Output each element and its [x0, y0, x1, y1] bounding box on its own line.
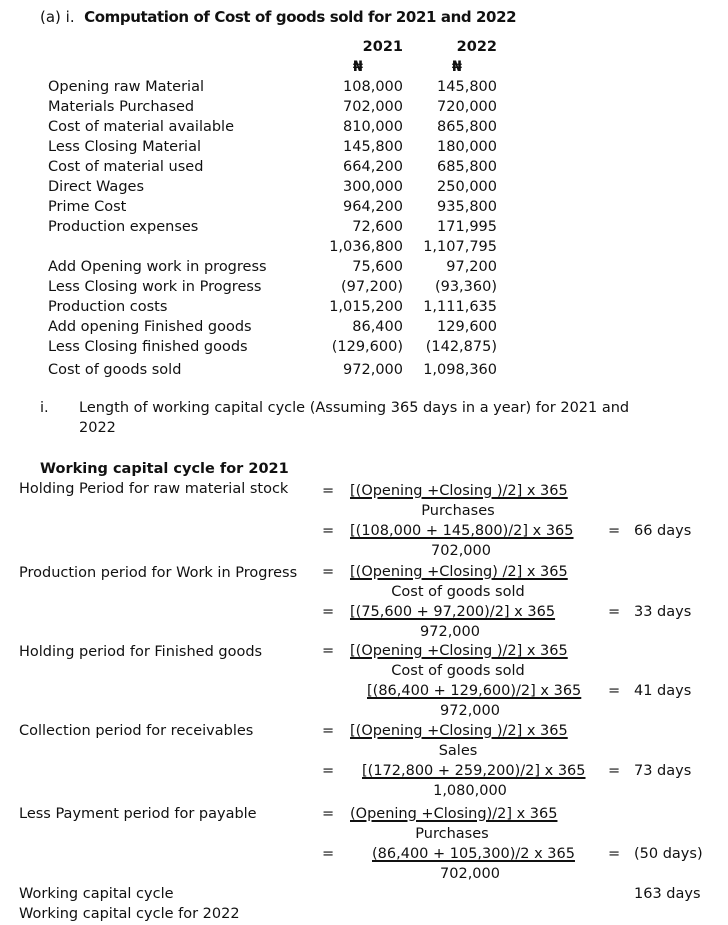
value-2021: 1,015,200: [329, 299, 403, 315]
equals-sign: =: [322, 643, 335, 659]
wcc-total-value: 163 days: [634, 886, 701, 902]
value-2022: (93,360): [434, 279, 497, 295]
value-2021: (97,200): [340, 279, 403, 295]
value-2022: 171,995: [437, 219, 497, 235]
calc-numerator: (86,400 + 105,300)/2 x 365: [372, 846, 575, 862]
value-2021: 1,036,800: [329, 239, 403, 255]
currency-symbol-2022: ₦: [451, 59, 462, 75]
calc-denominator: 702,000: [431, 543, 491, 559]
value-2021: (129,600): [331, 339, 403, 355]
row-label: Prime Cost: [48, 199, 127, 215]
wcc-item-result: (50 days): [634, 846, 703, 862]
formula-denominator: Cost of goods sold: [391, 584, 525, 600]
value-2021: 75,600: [352, 259, 403, 275]
value-2021: 972,000: [343, 362, 403, 378]
value-2022: 720,000: [437, 99, 497, 115]
calc-denominator: 972,000: [440, 703, 500, 719]
currency-symbol-2021: ₦: [352, 59, 363, 75]
equals-sign: =: [322, 604, 335, 620]
calc-numerator: [(172,800 + 259,200)/2] x 365: [362, 763, 586, 779]
formula-numerator: [(Opening +Closing )/2] x 365: [350, 643, 568, 659]
row-label: Add opening Finished goods: [48, 319, 252, 335]
row-label: Less Closing work in Progress: [48, 279, 262, 295]
column-header-2021: 2021: [362, 39, 403, 55]
row-label: Production expenses: [48, 219, 199, 235]
equals-sign: =: [322, 564, 335, 580]
wcc-item-result: 66 days: [634, 523, 692, 539]
formula-denominator: Cost of goods sold: [391, 663, 525, 679]
wcc-2022-heading: Working capital cycle for 2022: [19, 906, 240, 922]
value-2022: 97,200: [446, 259, 497, 275]
equals-sign: =: [322, 723, 335, 739]
wcc-item-label: Collection period for receivables: [19, 723, 254, 739]
column-header-2022: 2022: [456, 39, 497, 55]
value-2021: 964,200: [343, 199, 403, 215]
subquestion-line1: Length of working capital cycle (Assuming 365 days in a year) for 2021 and: [79, 400, 630, 416]
equals-sign: =: [322, 806, 335, 822]
value-2021: 300,000: [343, 179, 403, 195]
value-2022: 1,111,635: [423, 299, 497, 315]
equals-sign: =: [322, 523, 335, 539]
row-label: Cost of material used: [48, 159, 204, 175]
calc-numerator: [(108,000 + 145,800)/2] x 365: [350, 523, 574, 539]
wcc-item-label: Production period for Work in Progress: [19, 565, 298, 581]
value-2022: 865,800: [437, 119, 497, 135]
wcc-item-label: Holding Period for raw material stock: [19, 481, 289, 497]
wcc-2021-heading: Working capital cycle for 2021: [40, 461, 289, 477]
row-label: Add Opening work in progress: [48, 259, 267, 275]
equals-sign: =: [322, 763, 335, 779]
value-2021: 702,000: [343, 99, 403, 115]
value-2022: 935,800: [437, 199, 497, 215]
wcc-total-label: Working capital cycle: [19, 886, 174, 902]
wcc-item-result: 41 days: [634, 683, 692, 699]
formula-denominator: Purchases: [421, 503, 495, 519]
wcc-item-label: Holding period for Finished goods: [19, 644, 263, 660]
value-2022: 129,600: [437, 319, 497, 335]
value-2021: 72,600: [352, 219, 403, 235]
row-label: Production costs: [48, 299, 168, 315]
heading-prefix: (a) i.: [40, 8, 75, 26]
row-label: Cost of material available: [48, 119, 235, 135]
calc-numerator: [(86,400 + 129,600)/2] x 365: [367, 683, 582, 699]
value-2021: 664,200: [343, 159, 403, 175]
row-label: Direct Wages: [48, 179, 144, 195]
row-label: Materials Purchased: [48, 99, 195, 115]
row-label: Opening raw Material: [48, 79, 204, 95]
subquestion-marker: i.: [40, 400, 49, 416]
value-2022: 145,800: [437, 79, 497, 95]
value-2022: 180,000: [437, 139, 497, 155]
row-label: Less Closing Material: [48, 139, 201, 155]
value-2022: (142,875): [425, 339, 497, 355]
equals-sign: =: [608, 683, 621, 699]
wcc-item-result: 33 days: [634, 604, 692, 620]
value-2022: 1,098,360: [423, 362, 497, 378]
heading-title: Computation of Cost of goods sold for 2021 and 2022: [84, 8, 517, 26]
formula-numerator: [(Opening +Closing )/2] x 365: [350, 723, 568, 739]
equals-sign: =: [608, 523, 621, 539]
equals-sign: =: [322, 846, 335, 862]
value-2022: 250,000: [437, 179, 497, 195]
formula-numerator: [(Opening +Closing )/2] x 365: [350, 483, 568, 499]
section-heading: [40, 8, 516, 26]
value-2021: 810,000: [343, 119, 403, 135]
equals-sign: =: [608, 763, 621, 779]
formula-denominator: Sales: [438, 743, 478, 759]
formula-numerator: (Opening +Closing)/2] x 365: [350, 806, 558, 822]
row-label: Cost of goods sold: [48, 362, 182, 378]
wcc-item-label: Less Payment period for payable: [19, 806, 257, 822]
formula-numerator: [(Opening +Closing) /2] x 365: [350, 564, 568, 580]
calc-denominator: 1,080,000: [433, 783, 507, 799]
equals-sign: =: [608, 604, 621, 620]
equals-sign: =: [608, 846, 621, 862]
equals-sign: =: [322, 483, 335, 499]
value-2021: 145,800: [343, 139, 403, 155]
value-2022: 1,107,795: [423, 239, 497, 255]
value-2022: 685,800: [437, 159, 497, 175]
value-2021: 86,400: [352, 319, 403, 335]
calc-numerator: [(75,600 + 97,200)/2] x 365: [350, 604, 556, 620]
row-label: Less Closing finished goods: [48, 339, 248, 355]
wcc-item-result: 73 days: [634, 763, 692, 779]
calc-denominator: 972,000: [420, 624, 480, 640]
formula-denominator: Purchases: [415, 826, 489, 842]
calc-denominator: 702,000: [440, 866, 500, 882]
subquestion-line2: 2022: [79, 420, 116, 436]
value-2021: 108,000: [343, 79, 403, 95]
